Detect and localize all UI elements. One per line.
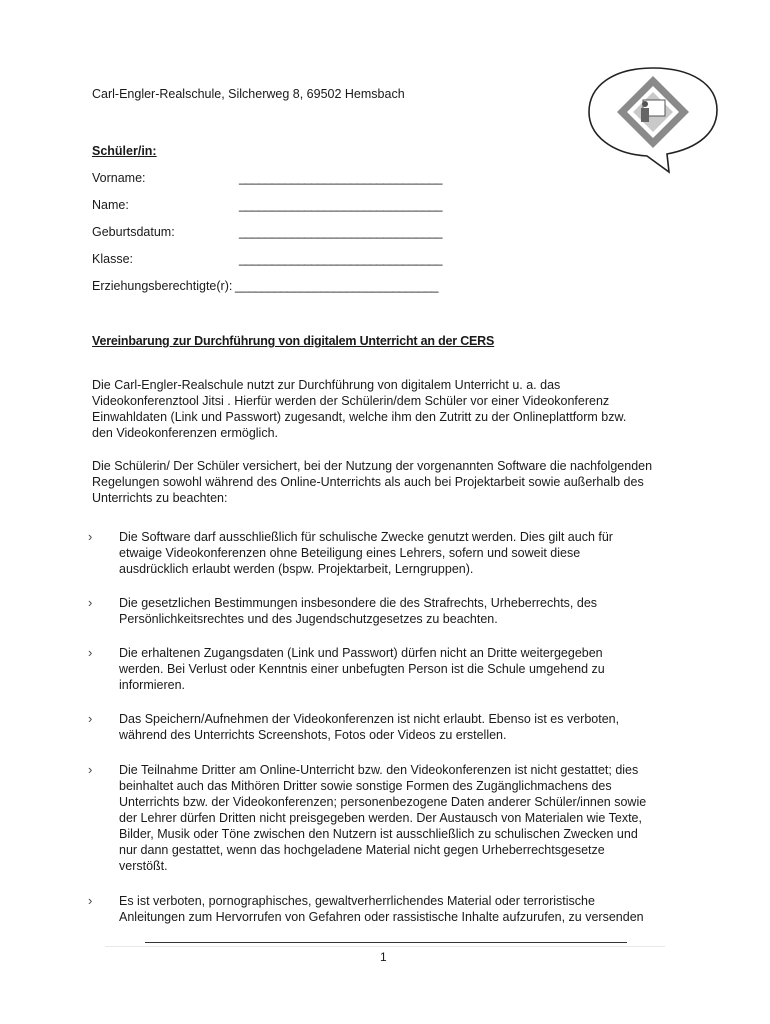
field-klasse — [92, 252, 443, 266]
text-line: während des Unterrichts Screenshots, Fotos oder Videos zu erstellen. — [119, 728, 507, 742]
chevron-right-icon: › — [88, 711, 93, 726]
agreement-title: Vereinbarung zur Durchführung von digitalem Unterricht an der CERS — [92, 334, 495, 348]
footer-divider — [145, 942, 627, 943]
footer-divider-faint — [105, 946, 665, 947]
text-line: nur dann gestattet, wenn das hochgeladene Material nicht gegen Urheberrechtsgesetze — [119, 843, 605, 857]
text-line: Videokonferenztool Jitsi . Hierfür werden der Schülerin/dem Schüler vor einer Videokonferenz — [92, 394, 610, 408]
field-label: Name: — [92, 198, 129, 212]
field-name — [92, 198, 443, 212]
field-geburtsdatum — [92, 225, 443, 239]
intro-paragraph — [92, 377, 692, 441]
text-line: Regelungen sowohl während des Online-Unterrichts als auch bei Projektarbeit sowie außerhalb des — [92, 475, 644, 489]
text-line: Die Carl-Engler-Realschule nutzt zur Durchführung von digitalem Unterricht u. a. das — [92, 378, 561, 392]
text-line: Anleitungen zum Hervorrufen von Gefahren oder rassistische Inhalte aufzurufen, zu versenden — [119, 910, 644, 924]
rule-text — [119, 711, 679, 743]
text-line: werden. Bei Verlust oder Kenntnis einer unbefugten Person ist die Schule umgehend zu — [119, 662, 605, 676]
pledge-paragraph — [92, 458, 692, 506]
field-erziehungsberechtigte — [92, 279, 439, 293]
rule-text — [119, 762, 679, 874]
student-heading: Schüler/in: — [92, 144, 157, 158]
text-line: informieren. — [119, 678, 185, 692]
chevron-right-icon: › — [88, 529, 93, 544]
chevron-right-icon: › — [88, 595, 93, 610]
text-line: Die Schülerin/ Der Schüler versichert, bei der Nutzung der vorgenannten Software die nachfolgenden — [92, 459, 653, 473]
field-label: Vorname: — [92, 171, 146, 185]
text-line: etwaige Videokonferenzen ohne Beteiligung eines Lehrers, sofern und soweit diese — [119, 546, 581, 560]
text-line: ausdrücklich erlaubt werden (bspw. Projektarbeit, Lerngruppen). — [119, 562, 474, 576]
chevron-right-icon: › — [88, 893, 93, 908]
text-line: Die erhaltenen Zugangsdaten (Link und Passwort) dürfen nicht an Dritte weitergegeben — [119, 646, 603, 660]
rule-text — [119, 529, 679, 577]
page-number: 1 — [380, 950, 387, 964]
field-vorname — [92, 171, 443, 185]
text-line: beinhaltet auch das Mithören Dritter sowie sonstige Formen des Zugänglichmachens des — [119, 779, 612, 793]
field-label: Geburtsdatum: — [92, 225, 175, 239]
rule-text — [119, 595, 679, 627]
text-line: Bilder, Musik oder Töne zwischen den Nutzern ist ausschließlich zu schulischen Zwecken und — [119, 827, 638, 841]
text-line: Die Software darf ausschließlich für schulische Zwecke genutzt werden. Dies gilt auch für — [119, 530, 613, 544]
text-line: Unterrichts zu beachten: — [92, 491, 228, 505]
field-label: Klasse: — [92, 252, 133, 266]
text-line: Das Speichern/Aufnehmen der Videokonferenzen ist nicht erlaubt. Ebenso ist es verboten, — [119, 712, 620, 726]
fill-line: _______________________________ — [235, 279, 439, 293]
school-logo — [583, 62, 723, 174]
text-line: den Videokonferenzen ermöglich. — [92, 426, 279, 440]
fill-line: _______________________________ — [239, 252, 443, 266]
text-line: Persönlichkeitsrechtes und des Jugendschutzgesetzes zu beachten. — [119, 612, 498, 626]
school-address: Carl-Engler-Realschule, Silcherweg 8, 69502 Hemsbach — [92, 87, 405, 101]
rule-text — [119, 645, 679, 693]
text-line: der Lehrer dürfen Dritten nicht preisgegeben werden. Der Austausch von Materialen wie Texte, — [119, 811, 642, 825]
text-line: Einwahldaten (Link und Passwort) zugesandt, welche ihm den Zutritt zu der Onlineplattform bzw. — [92, 410, 627, 424]
chevron-right-icon: › — [88, 645, 93, 660]
text-line: verstößt. — [119, 859, 168, 873]
rule-text — [119, 893, 679, 925]
text-line: Unterrichts bzw. der Videokonferenzen; personenbezogene Daten anderer Schüler/innen sowie — [119, 795, 647, 809]
text-line: Es ist verboten, pornographisches, gewaltverherrlichendes Material oder terroristische — [119, 894, 595, 908]
fill-line: _______________________________ — [239, 198, 443, 212]
chevron-right-icon: › — [88, 762, 93, 777]
field-label: Erziehungsberechtigte(r): — [92, 279, 233, 293]
text-line: Die gesetzlichen Bestimmungen insbesondere die des Strafrechts, Urheberrechts, des — [119, 596, 598, 610]
text-line: Die Teilnahme Dritter am Online-Unterricht bzw. den Videokonferenzen ist nicht gestattet; dies — [119, 763, 639, 777]
fill-line: _______________________________ — [239, 171, 443, 185]
fill-line: _______________________________ — [239, 225, 443, 239]
